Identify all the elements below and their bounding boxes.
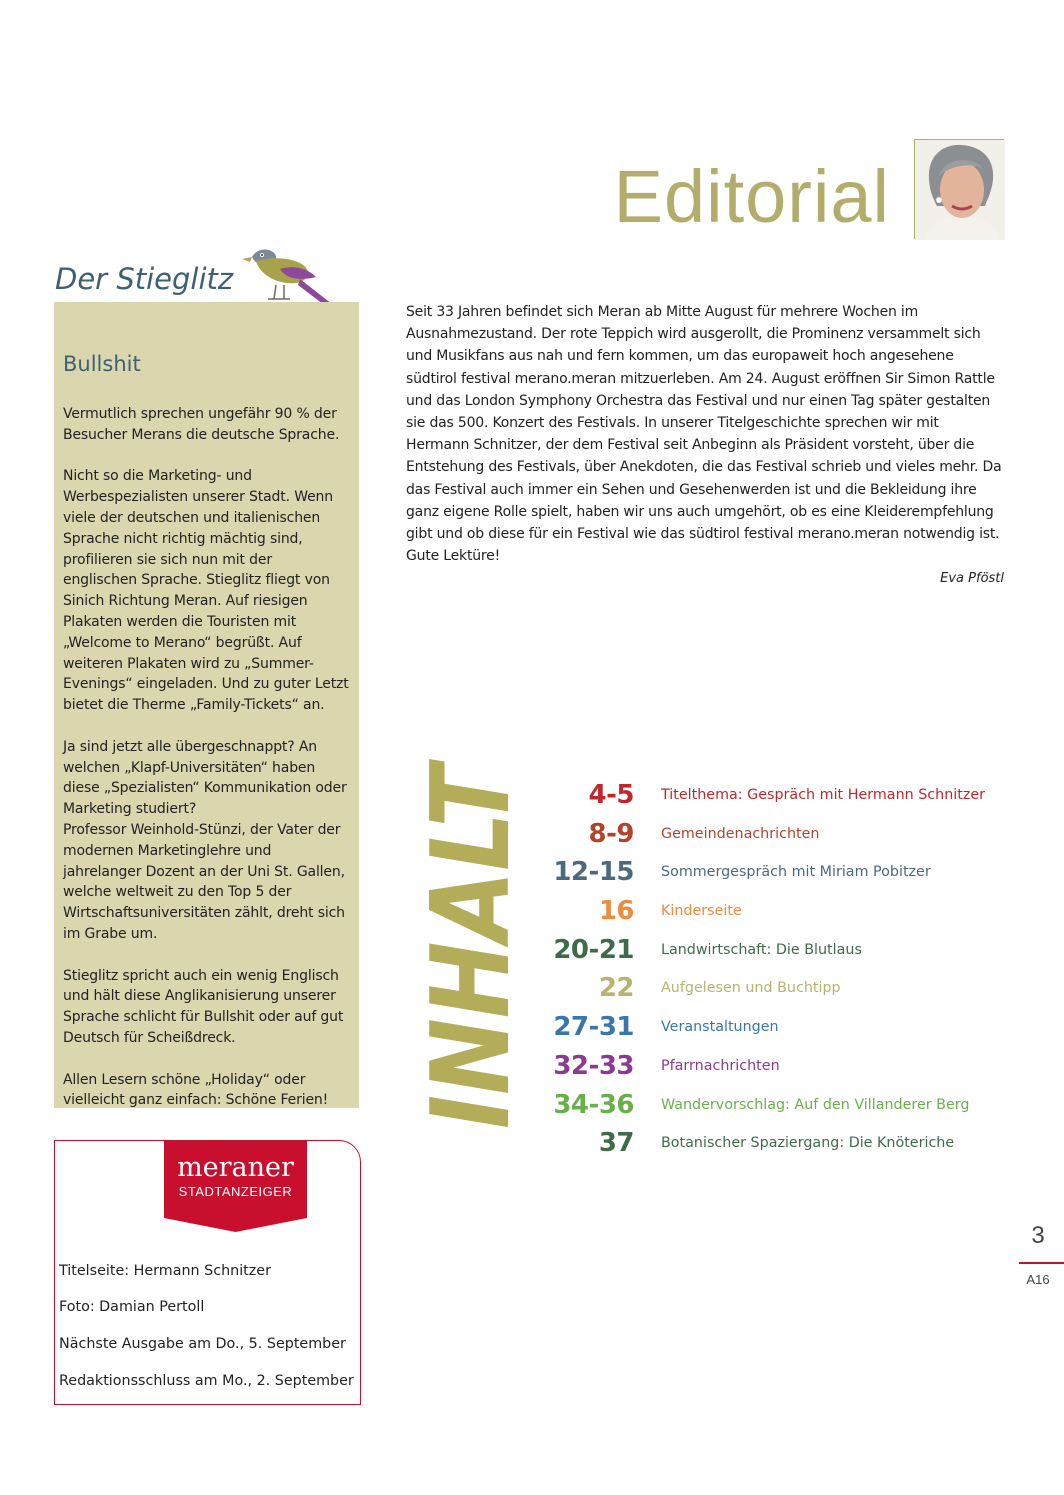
toc-title: Botanischer Spaziergang: Die Knöteriche [661,1135,955,1152]
stieglitz-paragraph: Allen Lesern schöne „Holiday“ oder vielleicht ganz einfach: Schöne Ferien! [63,1071,329,1109]
toc-page-range: 8-9 [588,818,634,849]
toc-page-range: 16 [598,896,634,927]
toc-title: Wandervorschlag: Auf den Villanderer Berg [661,1096,970,1113]
toc-page-range: 20-21 [553,934,634,965]
author-portrait [914,139,1004,239]
masthead-deadline-line: Redaktionsschluss am Mo., 2. September [59,1373,354,1389]
table-of-contents [540,776,1010,1163]
editorial-closing: Gute Lektüre! [406,548,500,565]
toc-title: Veranstaltungen [661,1019,779,1036]
masthead-cover-line: Titelseite: Hermann Schnitzer [59,1263,271,1279]
editorial-title: Editorial [613,155,890,238]
page-code: A16 [1026,1272,1050,1287]
stieglitz-title: Der Stieglitz [55,262,234,296]
toc-entry[interactable] [540,1008,1010,1047]
stieglitz-paragraph: Nicht so die Marketing- und Werbespezialisten unserer Stadt. Wenn viele der deutschen und italienischen Sprache nicht richtig mächtig sind, profilieren sie sich nun mit der englischen Sprache. Stieglitz fliegt von Sinich Richtung Meran. Auf riesigen Plakaten werden die Touristen mit „Welcome to Merano“ begrüßt. Auf weiteren Plakaten wird zu „Summer-Evenings“ eingeladen. Und zu guter Letzt bietet die Therme „Family-Tickets“ an. [63,468,349,714]
inhalt-label-text: INHALT [409,699,534,1129]
toc-title: Gemeindenachrichten [661,825,820,842]
toc-entry[interactable] [540,776,1010,815]
stieglitz-paragraph: Vermutlich sprechen ungefähr 90 % der Besucher Merans die deutsche Sprache. [63,406,340,443]
masthead-logo-main: meraner [177,1152,294,1183]
toc-entry[interactable] [540,1047,1010,1086]
toc-title: Pfarrnachrichten [661,1057,780,1074]
toc-title: Aufgelesen und Buchtipp [661,980,841,997]
toc-page-range: 37 [598,1128,634,1159]
masthead-logo-sub: STADTANZEIGER [178,1184,293,1199]
toc-page-range: 22 [598,973,634,1004]
stieglitz-paragraph: Stieglitz spricht auch ein wenig Englisch und hält diese Anglikanisierung unserer Sprache schlicht für Bullshit oder auf gut Deutsch für Scheißdreck. [63,967,344,1046]
toc-title: Kinderseite [661,903,742,920]
editorial-paragraph: Seit 33 Jahren befindet sich Meran ab Mitte August für mehrere Wochen im Ausnahmezustand. Der rote Teppich wird ausgerollt, die Prominenz versammelt sich und Musikfans aus nah und fern kommen, um das europaweit hoch angesehene südtirol festival merano.meran mitzuerleben. Am 24. August eröffnen Sir Simon Rattle und das London Symphony Orchestra das Festival und nur einen Tag später gestalten sie das 500. Konzert des Festivals. In unserer Titelgeschichte sprechen wir mit Hermann Schnitzer, der dem Festival seit Anbeginn als Präsident vorsteht, über die Entstehung des Festivals, über Anekdoten, die das Festival schrieb und vieles mehr. Da das Festival auch immer ein Sehen und Gesehenwerden ist und die Bekleidung ihre ganz eigene Rolle spielt, haben wir uns auch umgehört, ob es eine Kleiderempfehlung gibt und ob diese für ein Festival wie das südtirol festival merano.meran notwendig ist. [406,304,1002,543]
toc-entry[interactable] [540,815,1010,854]
stieglitz-column [54,302,359,1108]
toc-title: Sommergespräch mit Miriam Pobitzer [661,864,931,881]
masthead-photo-line: Foto: Damian Pertoll [59,1299,205,1315]
toc-entry[interactable] [540,931,1010,970]
toc-page-range: 27-31 [553,1012,634,1043]
stieglitz-paragraph: Ja sind jetzt alle übergeschnappt? An welchen „Klapf-Universitäten“ haben diese „Spezialisten“ Kommunikation oder Marketing studiert? Professor Weinhold-Stünzi, der Vater der modernen Marketinglehre und jahrelanger Dozent an der Uni St. Gallen, welche weltweit zu den Top 5 der Wirtschaftsuniversitäten zählt, dreht sich im Grabe um. [63,738,347,942]
toc-title: Titelthema: Gespräch mit Hermann Schnitzer [661,787,986,803]
toc-page-range: 4-5 [588,780,634,810]
editorial-author: Eva Pföstl [940,571,1004,586]
masthead-next-issue-line: Nächste Ausgabe am Do., 5. September [59,1336,346,1352]
page-number-rule [1019,1262,1064,1264]
toc-entry[interactable] [540,853,1010,892]
toc-entry[interactable] [540,1086,1010,1125]
editorial-body [406,301,1004,567]
toc-entry[interactable] [540,1124,1010,1163]
page-number: 3 [1031,1222,1045,1249]
toc-page-range: 34-36 [553,1089,634,1120]
toc-entry[interactable] [540,969,1010,1008]
toc-page-range: 12-15 [553,857,634,888]
toc-title: Landwirtschaft: Die Blutlaus [661,941,862,958]
toc-entry[interactable] [540,892,1010,931]
inhalt-label [398,699,534,1132]
stieglitz-heading: Bullshit [63,352,141,376]
toc-page-range: 32-33 [553,1050,634,1081]
